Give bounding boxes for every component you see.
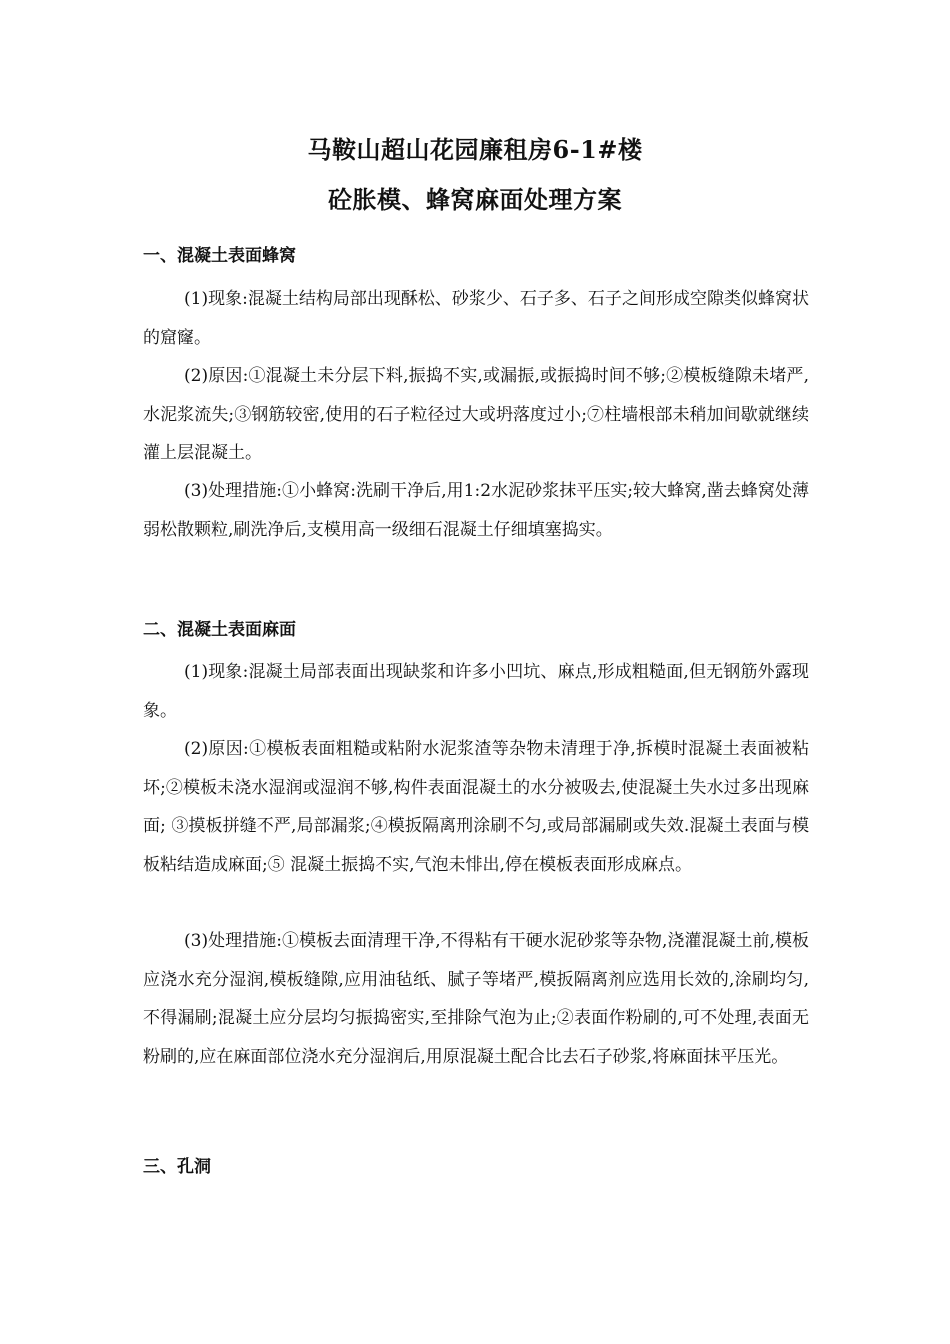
paragraph-honeycomb-cause: (2)原因:①混凝土未分层下料,振捣不实,或漏振,或振捣时间不够;②模板缝隙未堵严,水泥浆流失;③钢筋较密,使用的石子粒径过大或坍落度过小;⑦柱墙根部未稍加间歇就继续灌上层混凝土。 <box>143 366 809 463</box>
section-heading-honeycomb: 一、混凝土表面蜂窝 <box>143 246 296 266</box>
document-subtitle: 砼胀模、蜂窝麻面处理方案 <box>328 185 622 214</box>
paragraph-pitting-treatment: (3)处理措施:①模板去面清理干净,不得粘有干硬水泥砂浆等杂物,浇灌混凝土前,模板应浇水充分湿润,模板缝隙,应用油毡纸、腻子等堵严,模扳隔离剂应选用长效的,涂刷均匀,不得漏刷;混凝土应分层均匀振捣密实,至排除气泡为止;②表面作粉刷的,可不处理,表面无粉刷的,应在麻面部位浇水充分湿润后,用原混凝土配合比去石子砂浆,将麻面抹平压光。 <box>143 931 809 1067</box>
paragraph-pitting-phenomenon: (1)现象:混凝土局部表面出现缺浆和许多小凹坑、麻点,形成粗糙面,但无钢筋外露现象。 <box>143 662 809 721</box>
document-title: 马鞍山超山花园廉租房6-1#楼 <box>307 135 643 164</box>
section-heading-pitting: 二、混凝土表面麻面 <box>143 620 296 640</box>
paragraph-pitting-cause: (2)原因:①模板表面粗糙或粘附水泥浆渣等杂物未清理于净,拆模时混凝土表面被粘坏;②模板未浇水湿润或湿润不够,构件表面混凝土的水分被吸去,使混凝土失水过多出现麻面; ③摸板拼缝不严,局部漏浆;④模扳隔离刑涂刷不匀,或局部漏刷或失效.混凝土表面与模板粘结造成麻面;⑤ 混凝土振捣不实,气泡未悱出,停在模板表面形成麻点。 <box>143 739 809 875</box>
paragraph-honeycomb-treatment: (3)处理措施:①小蜂窝:洗刷干净后,用1:2水泥砂浆抹平压实;较大蜂窝,凿去蜂窝处薄弱松散颗粒,刷洗净后,支模用高一级细石混凝土仔细填塞捣实。 <box>143 481 809 540</box>
section-heading-holes: 三、孔洞 <box>143 1157 211 1177</box>
paragraph-honeycomb-phenomenon: (1)现象:混凝土结构局部出现酥松、砂浆少、石子多、石子之间形成空隙类似蜂窝状的窟窿。 <box>143 289 809 348</box>
